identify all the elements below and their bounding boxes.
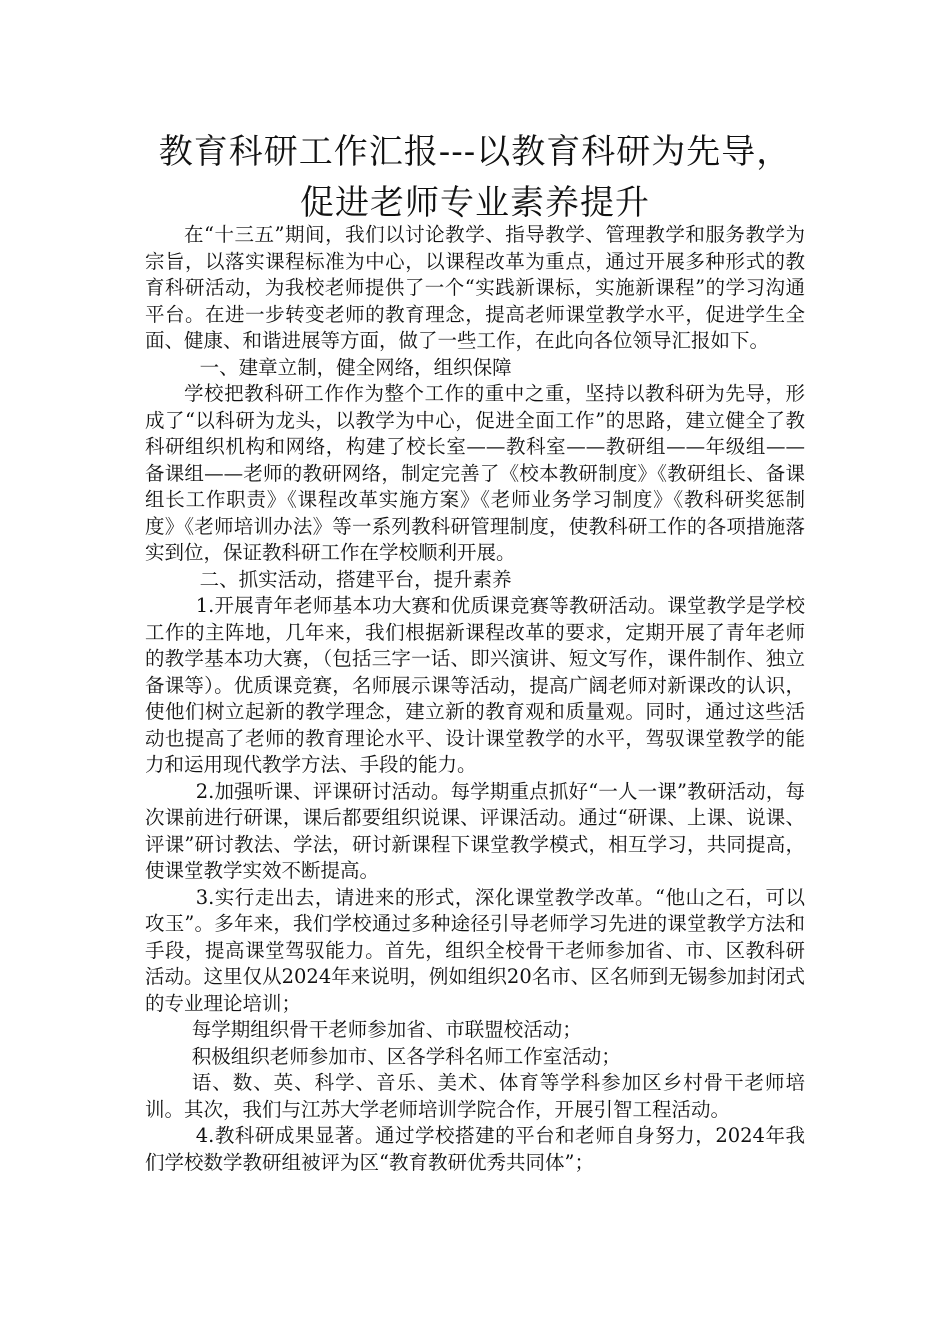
item-2-paragraph: 2.加强听课、评课研讨活动。每学期重点抓好“一人一课”教研活动，每次课前进行研课，课后都要组织说课、评课活动。通过“研课、上课、说课、评课”研讨教法、学法，研讨新课程下课堂教学模式，相互学习，共同提高，使课堂教学实效不断提高。 — [145, 779, 805, 882]
document-title-line-1: 教育科研工作汇报---以教育科研为先导， — [158, 132, 792, 172]
item-3-sub-1: 每学期组织骨干老师参加省、市联盟校活动； — [191, 1018, 582, 1041]
item-1-paragraph: 1.开展青年老师基本功大赛和优质课竞赛等教研活动。课堂教学是学校工作的主阵地，几年来，我们根据新课程改革的要求，定期开展了青年老师的教学基本功大赛，（包括三字一话、即兴演讲、短文写作，课件制作、独立备课等）。优质课竞赛，名师展示课等活动，提高广阔老师对新课改的认识，使他们树立起新的教学理念，建立新的教育观和质量观。同时，通过这些活动也提高了老师的教育理论水平、设计课堂教学的水平，驾驭课堂教学的能力和运用现代教学方法、手段的能力。 — [145, 594, 805, 776]
section-heading-2: 二、抓实活动，搭建平台，提升素养 — [199, 567, 512, 591]
document-title-line-2: 促进老师专业素养提升 — [300, 183, 650, 223]
intro-paragraph: 在“十三五”期间，我们以讨论教学、指导教学、管理教学和服务教学为宗旨，以落实课程标准为中心，以课程改革为重点，通过开展多种形式的教育科研活动，为我校老师提供了一个“实践新课标，实施新课程”的学习沟通平台。在进一步转变老师的教育理念，提高老师课堂教学水平，促进学生全面、健康、和谐进展等方面，做了一些工作，在此向各位领导汇报如下。 — [145, 223, 805, 352]
document-body — [145, 222, 805, 1176]
item-4-paragraph: 4.教科研成果显著。通过学校搭建的平台和老师自身努力，2024年我们学校数学教研组被评为区“教育教研优秀共同体”； — [145, 1124, 805, 1174]
item-3-sub-3: 语、数、英、科学、音乐、美术、体育等学科参加区乡村骨干老师培训。其次，我们与江苏大学老师培训学院合作，开展引智工程活动。 — [145, 1071, 805, 1121]
item-3-paragraph: 3.实行走出去，请进来的形式，深化课堂教学改革。“他山之石，可以攻玉”。多年来，我们学校通过多种途径引导老师学习先进的课堂教学方法和手段，提高课堂驾驭能力。首先，组织全校骨干老师参加省、市、区教科研活动。这里仅从2024年来说明，例如组织20名市、区名师到无锡参加封闭式的专业理论培训； — [145, 885, 805, 1015]
section-heading-1: 一、建章立制，健全网络，组织保障 — [199, 355, 512, 379]
item-3-sub-2: 积极组织老师参加市、区各学科名师工作室活动； — [191, 1044, 621, 1068]
section-1-paragraph: 学校把教科研工作作为整个工作的重中之重，坚持以教科研为先导，形成了“以科研为龙头，以教学为中心，促进全面工作”的思路，建立健全了教科研组织机构和网络，构建了校长室——教科室——教研组——年级组——备课组——老师的教研网络，制定完善了《校本教研制度》《教研组长、备课组长工作职责》《课程改革实施方案》《老师业务学习制度》《教科研奖惩制度》《老师培训办法》等一系列教科研管理制度，使教科研工作的各项措施落实到位，保证教科研工作在学校顺利开展。 — [145, 382, 805, 564]
